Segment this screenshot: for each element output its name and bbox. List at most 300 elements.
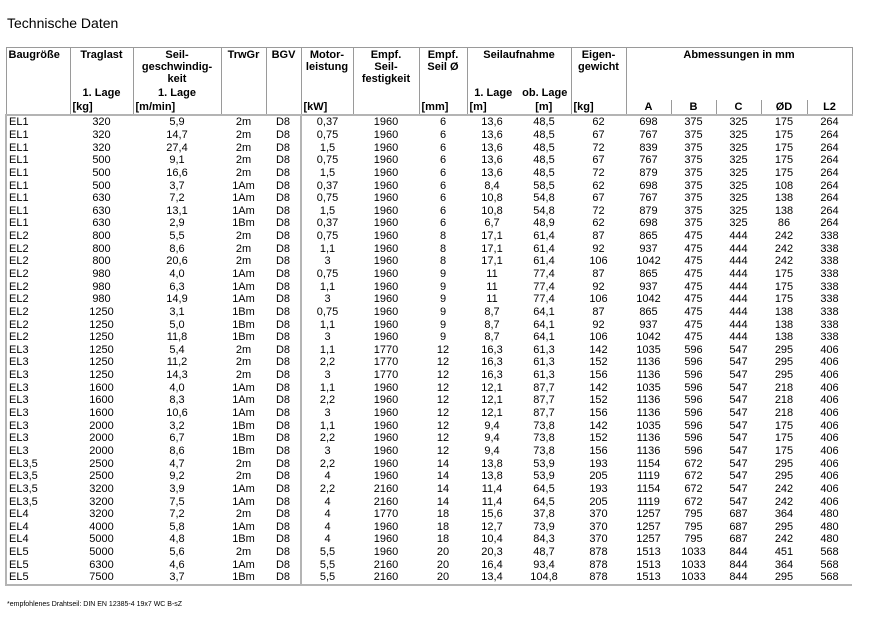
table-cell: 547 [729,444,748,457]
table-cell: D8 [266,521,301,534]
header-seilfestigkeit: Empf. Seil- festigkeit [353,48,419,101]
table-cell: 325 [729,141,748,154]
table-cell: EL2 [6,268,70,281]
table-cell: EL1 [6,179,70,192]
table-cell: 1Am [232,482,255,495]
table-cell: 844 [729,558,748,571]
table-row [6,356,852,369]
table-cell: 242 [774,230,794,243]
table-cell: 48,5 [533,154,555,167]
table-cell: 53,9 [533,457,555,470]
table-cell: 325 [729,166,748,179]
table-cell: 547 [729,482,748,495]
table-cell: 4,7 [169,457,185,470]
header-seil-sub: 1. Lage [158,87,196,99]
table-cell: 406 [820,369,839,382]
table-cell: 2,2 [319,482,336,495]
table-row [6,432,852,445]
table-cell: 1770 [373,356,399,369]
table-cell: 1250 [89,331,114,344]
table-cell: 295 [774,369,794,382]
table-cell: 175 [774,444,794,457]
table-cell: 9,4 [484,419,500,432]
table-cell: 9 [439,268,447,280]
table-cell: 698 [639,179,658,192]
table-cell: 8 [439,255,447,268]
table-cell: 2000 [89,444,114,457]
table-cell: 980 [92,280,111,293]
table-cell: 20 [419,571,467,585]
table-cell: 1960 [373,331,399,344]
table-cell: 1960 [373,293,399,306]
table-cell: 1033 [681,558,706,571]
table-cell: D8 [266,268,301,281]
table-cell: 1,1 [319,318,336,331]
table-cell: 61,4 [533,230,555,243]
table-cell: 14 [436,470,450,483]
table-cell: 104,8 [517,571,571,585]
table-cell: 8,4 [484,179,500,192]
table-cell: 87,7 [533,407,555,420]
table-row [6,331,852,344]
table-cell: 406 [820,495,839,508]
table-cell: 9 [439,318,447,331]
table-cell: EL3 [6,344,70,357]
table-cell: 13,6 [467,115,517,129]
table-cell: 48,5 [533,166,555,179]
table-cell: 11,2 [166,356,188,369]
table-cell: EL1 [6,115,70,129]
table-cell: 325 [729,179,748,192]
table-cell: 93,4 [533,558,555,571]
table-cell: 406 [820,444,839,457]
table-cell: 370 [589,533,608,546]
table-cell: 767 [639,128,658,141]
table-cell: 73,9 [533,520,555,533]
table-cell: 475 [684,255,703,268]
table-cell: 8,3 [169,394,185,407]
table-cell: 687 [729,508,748,521]
table-cell: D8 [266,154,301,167]
table-row [6,369,852,382]
table-cell: EL1 [6,129,70,142]
table-cell: 6,7 [484,217,500,230]
table-cell: 800 [92,230,111,243]
table-cell: 1250 [89,369,114,382]
table-cell: EL1 [6,204,70,217]
table-cell: 1513 [636,558,661,571]
table-cell: 264 [820,128,839,141]
table-cell: 879 [639,204,658,217]
unit-empfseil: [mm] [419,100,467,115]
table-cell: 9,2 [169,470,185,483]
table-cell: 406 [820,482,839,495]
table-cell: 16,3 [481,343,503,356]
table-cell: D8 [266,558,301,571]
table-cell: 10,4 [481,533,503,546]
table-row [6,255,852,268]
table-cell: 364 [774,508,794,521]
header-seil-durchmesser: Empf. Seil Ø [419,48,467,101]
table-cell: 61,4 [533,255,555,268]
table-cell: 596 [684,394,703,407]
table-cell: 2m [235,546,252,559]
table-cell: 1042 [636,293,661,306]
table-cell: 1960 [373,255,399,268]
table-cell: 1960 [373,217,399,230]
table-cell: 547 [729,369,748,382]
table-cell: 672 [684,482,703,495]
table-cell: 1960 [373,154,399,167]
table-cell: 0,75 [316,128,339,141]
table-cell: 2,2 [319,394,336,407]
table-cell: 475 [684,242,703,255]
table-cell: 3 [324,293,331,306]
table-cell: 2m [235,166,252,179]
table-cell: 12 [436,369,450,382]
table-cell: EL2 [6,331,70,344]
table-cell: 0,75 [316,192,339,205]
table-cell: 0,37 [316,179,339,192]
table-cell: 865 [639,268,658,280]
table-cell: 672 [684,470,703,483]
table-cell: D8 [266,280,301,293]
table-cell: 175 [774,268,794,280]
table-cell: 406 [820,470,839,483]
table-cell: 9 [439,305,447,318]
table-cell: 13,6 [481,128,503,141]
table-cell: EL4 [6,533,70,546]
table-row [6,445,852,458]
table-row [6,571,852,585]
table-cell: 12 [436,432,450,445]
table-cell: 62 [592,179,605,192]
table-cell: 14 [436,482,450,495]
table-cell: 61,3 [533,343,555,356]
table-cell: 2m [235,128,252,141]
table-cell: 1600 [89,381,114,394]
table-cell: 1Bm [232,419,255,432]
table-cell: D8 [266,369,301,382]
table-row [6,129,852,142]
table-cell: 672 [684,457,703,470]
table-cell: 6 [439,217,447,230]
header-baugroesse: Baugröße [6,48,70,101]
table-cell: 406 [820,381,839,394]
table-cell: 16,6 [166,166,188,179]
table-cell: 48,5 [517,115,571,129]
table-cell: 175 [774,280,794,293]
table-cell: 500 [92,166,111,179]
table-cell: 2,9 [169,217,185,230]
unit-sa2: [m] [535,101,553,113]
table-cell: 242 [774,242,794,255]
table-cell: 17,1 [481,230,503,243]
table-cell: EL5 [6,546,70,559]
table-cell: D8 [266,457,301,470]
table-cell: D8 [266,470,301,483]
table-cell: D8 [266,407,301,420]
table-cell: 1119 [637,495,660,508]
table-cell: 87,7 [533,394,555,407]
table-cell: 547 [729,407,748,420]
table-cell: 1Bm [232,217,255,230]
header-seilgeschwindigkeit: Seil- geschwindig- keit 1. Lage [133,48,221,101]
table-cell: 12 [436,419,450,432]
table-cell: 11 [486,280,498,293]
table-cell: 92 [592,242,605,255]
table-cell: 5000 [89,546,114,559]
table-cell: 87,7 [533,381,555,394]
table-cell: 67 [592,154,605,167]
table-cell: 7500 [70,571,133,585]
table-cell: 980 [92,293,111,306]
table-cell: 2m [235,457,252,470]
table-cell: 3,2 [169,419,185,432]
table-cell: D8 [266,318,301,331]
table-cell: 596 [684,381,703,394]
table-cell: 4 [324,508,331,521]
table-cell: 444 [729,242,748,255]
table-cell: 879 [639,166,658,179]
table-cell: 295 [774,356,794,369]
table-row [6,192,852,205]
table-cell: D8 [266,204,301,217]
table-cell: EL5 [6,558,70,571]
table-cell: 64,5 [533,495,555,508]
technical-data-table [5,47,853,586]
table-cell: 13,8 [481,470,503,483]
table-cell: 1960 [373,230,399,243]
page-title: Technische Daten [7,15,119,31]
table-cell: D8 [266,546,301,559]
table-cell: 325 [729,128,748,141]
table-cell: 4 [324,533,331,546]
table-cell: EL1 [6,192,70,205]
table-row [6,318,852,331]
table-cell: 1136 [636,444,661,457]
table-row [6,558,852,571]
table-cell: 2m [235,343,252,356]
unit-eigen: [kg] [571,100,626,115]
table-cell: D8 [266,533,301,546]
table-cell: 1042 [636,255,661,268]
table-cell: 7,5 [169,495,185,508]
table-cell: 1Bm [232,305,255,318]
table-cell: 295 [774,457,794,470]
table-cell: 73,8 [533,419,555,432]
table-cell: 480 [820,508,839,521]
table-cell: EL3 [6,407,70,420]
table-cell: 320 [92,128,111,141]
table-cell: 0,37 [316,217,339,230]
table-cell: 980 [92,268,111,280]
table-cell: 6 [439,141,447,154]
table-cell: 218 [774,381,794,394]
table-cell: 9,1 [169,154,185,167]
table-cell: 7,2 [169,192,185,205]
table-cell: EL3 [6,419,70,432]
table-cell: 4 [324,495,331,508]
header-sa-oblage: ob. Lage [522,87,568,99]
table-cell: 325 [729,204,748,217]
table-cell: 48,5 [533,141,555,154]
table-cell: 475 [684,280,703,293]
table-row [6,217,852,230]
table-cell: 73,8 [533,432,555,445]
header-motorleistung: Motor- leistung [301,48,353,101]
table-cell: 20 [436,558,450,571]
table-cell: 325 [729,154,748,167]
table-cell: 5,9 [133,115,221,129]
table-cell: 865 [639,230,658,243]
table-cell: 67 [592,192,605,205]
table-cell: EL2 [6,306,70,319]
table-cell: 1960 [373,520,399,533]
table-cell: 1,1 [319,381,336,394]
table-cell: 1Bm [232,444,255,457]
table-cell: 630 [92,217,111,230]
table-cell: 406 [820,394,839,407]
table-cell: 242 [774,533,794,546]
table-cell: D8 [266,344,301,357]
table-cell: 1257 [636,508,661,521]
table-cell: 14,9 [166,293,188,306]
table-cell: 13,6 [481,166,503,179]
table-cell: 77,4 [533,268,555,280]
table-cell: 1960 [373,381,399,394]
table-cell: 1Am [232,280,255,293]
table-cell: 73,8 [533,444,555,457]
table-cell: 375 [684,141,703,154]
unit-motor: [kW] [301,100,353,115]
table-cell: 3200 [89,495,114,508]
table-cell: 17,1 [481,242,503,255]
table-cell: D8 [266,432,301,445]
table-cell: 1257 [636,533,661,546]
table-cell: 6,7 [169,432,185,445]
table-cell: 698 [626,115,671,129]
header-eigengewicht: Eigen- gewicht [571,48,626,101]
table-cell: 1,5 [319,141,336,154]
table-cell: 547 [729,419,748,432]
table-cell: 58,5 [533,179,555,192]
table-cell: 1250 [89,343,114,356]
table-cell: 264 [820,217,839,230]
table-cell: 4 [324,520,331,533]
table-cell: 2000 [89,419,114,432]
table-cell: 142 [589,419,608,432]
table-cell: 4,6 [169,558,185,571]
table-cell: 1960 [373,394,399,407]
table-cell: 3,9 [169,482,185,495]
table-cell: 9,4 [484,432,500,445]
table-cell: 1960 [373,242,399,255]
table-cell: 1,1 [319,280,336,293]
table-cell: 1Am [232,268,255,280]
table-cell: 1960 [373,305,399,318]
table-cell: 1Am [232,407,255,420]
table-cell: 2160 [373,495,399,508]
table-cell: 475 [684,318,703,331]
table-cell: 547 [729,470,748,483]
table-cell: 175 [774,154,794,167]
unit-sa1: [m] [467,100,517,115]
table-cell: 2000 [89,432,114,445]
table-cell: 92 [592,280,605,293]
table-cell: 1035 [636,343,661,356]
table-cell: 20,3 [481,546,503,559]
table-cell: 6 [439,204,447,217]
table-cell: 16,4 [481,558,503,571]
table-cell: 3,7 [169,179,185,192]
table-cell: 375 [684,166,703,179]
table-cell: 937 [639,318,658,331]
table-cell: 839 [639,141,658,154]
table-row [6,179,852,192]
table-cell: EL3 [6,381,70,394]
table-cell: 5,8 [169,520,185,533]
table-cell: 375 [684,179,703,192]
table-cell: 106 [589,293,608,306]
table-row [6,457,852,470]
table-cell: 16,3 [481,356,503,369]
table-cell: 193 [589,457,608,470]
table-cell: 338 [820,268,839,280]
table-cell: 475 [684,305,703,318]
table-cell: 12,1 [481,407,503,420]
table-row [6,470,852,483]
table-row [6,167,852,180]
table-cell: 264 [820,204,839,217]
table-cell: 6 [439,154,447,167]
table-cell: EL3 [6,394,70,407]
table-row [6,293,852,306]
table-cell: 1,5 [319,166,336,179]
table-cell: 1770 [373,369,399,382]
table-cell: 156 [589,407,608,420]
table-cell: 6 [439,179,447,192]
table-cell: 2m [235,255,252,268]
table-cell: 2,2 [319,356,336,369]
table-cell: 596 [684,419,703,432]
table-cell: 142 [589,343,608,356]
table-cell: 1960 [373,533,399,546]
table-cell: 370 [589,520,608,533]
table-cell: 1136 [636,356,661,369]
table-cell: 800 [92,242,111,255]
table-cell: 4,0 [169,381,185,394]
table-row [6,407,852,420]
table-cell: 444 [729,268,748,280]
table-cell: 264 [820,141,839,154]
table-cell: 687 [729,533,748,546]
table-cell: 2m [235,154,252,167]
table-cell: 12 [436,356,450,369]
table-cell: 444 [729,331,748,344]
table-cell: 6300 [89,558,114,571]
table-cell: 480 [820,520,839,533]
table-cell: EL1 [6,154,70,167]
table-cell: 3 [324,255,331,268]
table-cell: 87 [592,305,605,318]
table-cell: 5,5 [301,571,353,585]
table-cell: 62 [592,217,605,230]
table-cell: 37,8 [533,508,555,521]
table-cell: D8 [266,306,301,319]
table-cell: 1600 [89,394,114,407]
table-cell: 338 [820,293,839,306]
